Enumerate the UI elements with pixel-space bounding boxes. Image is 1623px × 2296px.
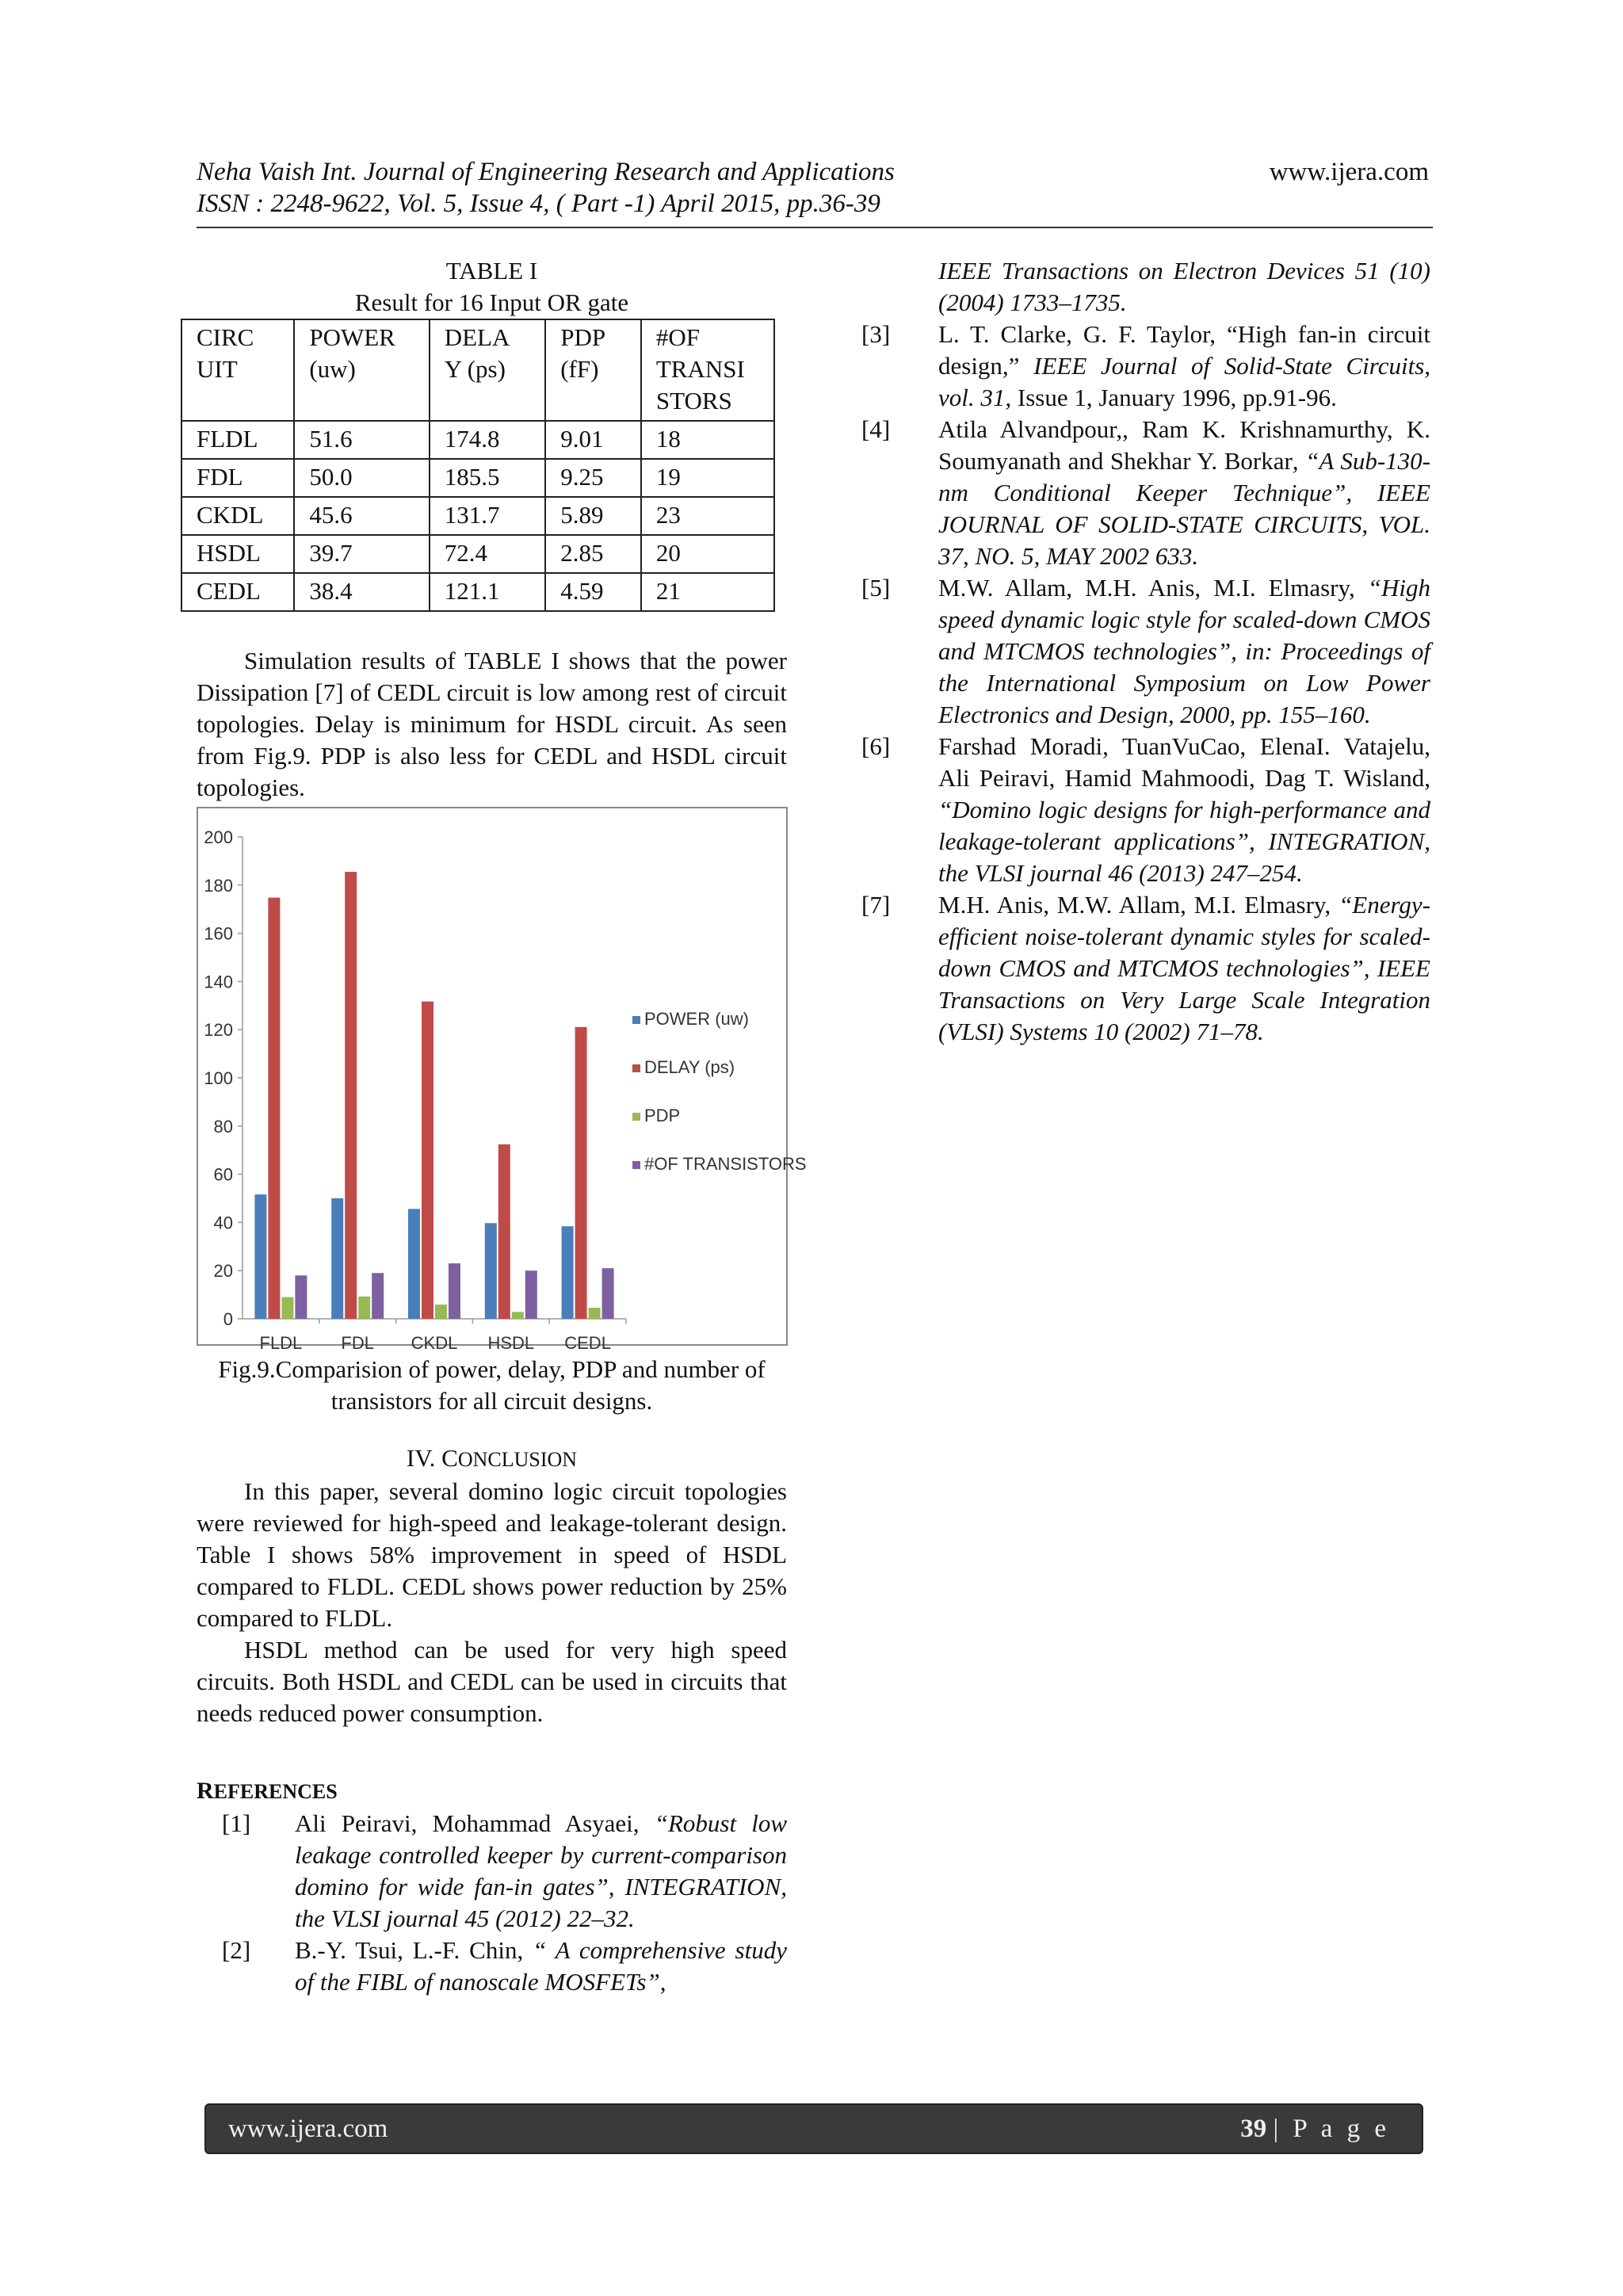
table-caption: Result for 16 Input OR gate xyxy=(354,288,629,316)
reference-item xyxy=(861,319,1430,414)
bar-pdp-fldl xyxy=(281,1297,293,1319)
bar-power-uw--fldl xyxy=(254,1194,266,1319)
table-cell: FDL xyxy=(181,459,294,497)
reference-title: “Energy-efficient noise-tolerant dynamic styles for scaled-down CMOS and MTCMOS technologies”, IEEE Transactions on Very Large Scale Integration (VLSI) Systems 10 (2002) 71–78. xyxy=(938,891,1430,1045)
reference-title: “Robust low leakage controlled keeper by current-comparison domino for wide fan-in gates”, INTEGRATION, the VLSI journal 45 (2012) 22–32. xyxy=(295,1809,787,1932)
legend-label: #OF TRANSISTORS xyxy=(644,1154,807,1174)
conclusion-rest: ONCLUSION xyxy=(457,1448,578,1471)
y-tick-label: 20 xyxy=(213,1261,233,1282)
table-cell: 18 xyxy=(641,421,774,459)
bar-delay-ps--fdl xyxy=(345,872,357,1319)
references-heading xyxy=(197,1775,787,1808)
legend-swatch xyxy=(632,1161,640,1169)
bar-delay-ps--ckdl xyxy=(422,1002,433,1319)
y-tick-label: 40 xyxy=(213,1213,233,1233)
reference-authors: B.-Y. Tsui, L.-F. Chin, xyxy=(295,1936,533,1964)
header-url[interactable]: www.ijera.com xyxy=(1269,158,1429,186)
table-label: TABLE I xyxy=(445,257,538,285)
table-cell: CEDL xyxy=(181,573,294,611)
reference-title: IEEE Journal of Solid-State Circuits, vol. 31, xyxy=(938,352,1431,411)
table-cell: HSDL xyxy=(181,535,294,573)
reference-number: [5] xyxy=(861,574,891,602)
y-tick-label: 200 xyxy=(204,827,233,847)
bar-pdp-hsdl xyxy=(512,1312,524,1319)
bar-power-uw--fdl xyxy=(331,1198,343,1319)
table-cell: 51.6 xyxy=(294,421,429,459)
footer-url[interactable]: www.ijera.com xyxy=(228,2115,388,2143)
table-cell: 131.7 xyxy=(430,497,546,535)
conclusion-heading xyxy=(197,1442,787,1476)
table-cell: 2.85 xyxy=(545,535,641,573)
reference-authors: M.H. Anis, M.W. Allam, M.I. Elmasry, xyxy=(938,891,1339,919)
table-header-cell: CIRC UIT xyxy=(181,319,294,421)
reference-number: [2] xyxy=(222,1936,251,1964)
page-number: 39 xyxy=(1240,2115,1267,2143)
x-tick-label: CKDL xyxy=(411,1333,458,1353)
table-header-cell: PDP (fF) xyxy=(545,319,641,421)
references-right xyxy=(861,319,1430,1048)
reference-tail: Issue 1, January 1996, pp.91-96. xyxy=(1011,384,1337,411)
reference-number: [7] xyxy=(861,891,891,919)
bar-chart xyxy=(198,808,807,1353)
table-cell: 23 xyxy=(641,497,774,535)
reference-item xyxy=(861,572,1430,731)
left-column xyxy=(197,255,807,1998)
right-column xyxy=(861,255,1430,1048)
continuation-text: IEEE Transactions on Electron Devices 51 (10) (2004) 1733–1735. xyxy=(938,257,1430,316)
bar--of-transistors-ckdl xyxy=(449,1263,460,1319)
y-tick-label: 0 xyxy=(223,1309,233,1329)
legend-swatch xyxy=(632,1016,640,1024)
table-header-cell: POWER (uw) xyxy=(294,319,429,421)
table-cell: 5.89 xyxy=(545,497,641,535)
bar-pdp-ckdl xyxy=(435,1305,447,1319)
table-cell: 39.7 xyxy=(294,535,429,573)
table-cell: 121.1 xyxy=(430,573,546,611)
y-tick-label: 80 xyxy=(213,1116,233,1137)
table-row xyxy=(181,535,774,573)
header-divider xyxy=(197,227,1433,228)
figure-9-chart xyxy=(197,807,807,1353)
x-tick-label: FLDL xyxy=(259,1333,303,1353)
conclusion-paragraph-2: HSDL method can be used for very high speed circuits. Both HSDL and CEDL can be used in circuits that needs reduced power consumption. xyxy=(197,1636,787,1727)
bar-pdp-fdl xyxy=(358,1297,370,1319)
bar-delay-ps--hsdl xyxy=(498,1144,510,1319)
table-row xyxy=(181,573,774,611)
table-cell: 21 xyxy=(641,573,774,611)
results-paragraph: Simulation results of TABLE I shows that the power Dissipation [7] of CEDL circuit is low among rest of circuit topologies. Delay is minimum for HSDL circuit. As seen from Fig.9. PDP is also less for CEDL and HSDL circuit topologies. xyxy=(197,647,787,801)
references-left xyxy=(197,1808,787,1998)
reference-title: “High speed dynamic logic style for scaled-down CMOS and MTCMOS technologies”, in: Proceedings of the International Symposium on Low Power Electronics and Design, 2000, pp. 155–160. xyxy=(938,574,1430,728)
bar-delay-ps--cedl xyxy=(575,1027,587,1319)
references-first-letter: R xyxy=(197,1778,214,1804)
reference-number: [4] xyxy=(861,415,891,443)
conclusion-first-letter: C xyxy=(441,1444,458,1472)
table-cell: 72.4 xyxy=(430,535,546,573)
table-cell: 174.8 xyxy=(430,421,546,459)
bar-delay-ps--fldl xyxy=(268,898,280,1319)
legend-label: DELAY (ps) xyxy=(644,1057,735,1077)
conclusion-paragraph-1: In this paper, several domino logic circuit topologies were reviewed for high-speed and leakage-tolerant design. Table I shows 58% improvement in speed of HSDL compared to FLDL. CEDL shows power reduction by 25% compared to FLDL. xyxy=(197,1477,787,1632)
x-tick-label: HSDL xyxy=(487,1333,535,1353)
table-row xyxy=(181,421,774,459)
table-header-cell: #OF TRANSI STORS xyxy=(641,319,774,421)
bar--of-transistors-hsdl xyxy=(525,1270,537,1319)
table-cell: 38.4 xyxy=(294,573,429,611)
footer-page xyxy=(1240,2113,1390,2145)
figure-caption: Fig.9.Comparision of power, delay, PDP and number of transistors for all circuit designs. xyxy=(218,1355,766,1415)
table-cell: FLDL xyxy=(181,421,294,459)
bar--of-transistors-fldl xyxy=(295,1275,307,1319)
table-cell: 50.0 xyxy=(294,459,429,497)
bar-power-uw--cedl xyxy=(562,1226,574,1319)
bar-pdp-cedl xyxy=(589,1308,601,1319)
reference-title: , “A Sub-130-nm Conditional Keeper Technique”, IEEE JOURNAL OF SOLID-STATE CIRCUITS, VOL. 37, NO. 5, MAY 2002 633. xyxy=(938,447,1431,570)
y-tick-label: 140 xyxy=(204,972,233,992)
table-header-row xyxy=(181,319,774,421)
reference-item xyxy=(861,731,1430,889)
y-tick-label: 60 xyxy=(213,1164,233,1185)
table-cell: 19 xyxy=(641,459,774,497)
conclusion-number: IV. xyxy=(406,1444,436,1472)
reference-continuation xyxy=(861,255,1430,319)
legend-swatch xyxy=(632,1064,640,1072)
reference-authors: Farshad Moradi, TuanVuCao, ElenaI. Vatajelu, Ali Peiravi, Hamid Mahmoodi, Dag T. Wisland, xyxy=(938,732,1430,792)
table-row xyxy=(181,497,774,535)
table-cell: CKDL xyxy=(181,497,294,535)
table-cell: 9.25 xyxy=(545,459,641,497)
reference-item xyxy=(197,1808,787,1935)
bar-power-uw--ckdl xyxy=(408,1209,420,1319)
reference-authors: M.W. Allam, M.H. Anis, M.I. Elmasry, xyxy=(938,574,1368,602)
table-cell: 45.6 xyxy=(294,497,429,535)
journal-header: Neha Vaish Int. Journal of Engineering Research and Applications xyxy=(197,158,895,186)
reference-authors: Atila Alvandpour,, Ram K. Krishnamurthy, K. Soumyanath and Shekhar Y. Borkar xyxy=(938,415,1430,475)
issn-line: ISSN : 2248-9622, Vol. 5, Issue 4, ( Part -1) April 2015, pp.36-39 xyxy=(197,189,880,218)
bar--of-transistors-fdl xyxy=(372,1273,384,1319)
y-tick-label: 180 xyxy=(204,875,233,896)
y-tick-label: 160 xyxy=(204,923,233,944)
results-table xyxy=(181,319,775,612)
x-tick-label: CEDL xyxy=(564,1333,611,1353)
table-header-cell: DELA Y (ps) xyxy=(430,319,546,421)
reference-number: [3] xyxy=(861,320,891,348)
reference-item xyxy=(861,889,1430,1048)
y-tick-label: 100 xyxy=(204,1068,233,1088)
reference-number: [6] xyxy=(861,732,891,760)
bar-power-uw--hsdl xyxy=(485,1223,497,1319)
bar--of-transistors-cedl xyxy=(602,1268,614,1319)
table-cell: 20 xyxy=(641,535,774,573)
legend-label: POWER (uw) xyxy=(644,1009,749,1029)
reference-title: “ A comprehensive study of the FIBL of nanoscale MOSFETs”, xyxy=(295,1936,787,1996)
table-row xyxy=(181,459,774,497)
reference-number: [1] xyxy=(222,1809,251,1837)
reference-authors: L. T. Clarke, G. F. Taylor, “High fan-in circuit design,” xyxy=(938,320,1430,380)
reference-item xyxy=(197,1935,787,1998)
reference-item xyxy=(861,414,1430,572)
reference-authors: Ali Peiravi, Mohammad Asyaei, xyxy=(295,1809,655,1837)
page-label: | P a g e xyxy=(1273,2115,1390,2143)
page-footer xyxy=(204,2103,1423,2154)
y-tick-label: 120 xyxy=(204,1020,233,1041)
x-tick-label: FDL xyxy=(341,1333,374,1353)
table-cell: 185.5 xyxy=(430,459,546,497)
references-rest: EFERENCES xyxy=(213,1780,338,1803)
table-cell: 9.01 xyxy=(545,421,641,459)
table-cell: 4.59 xyxy=(545,573,641,611)
reference-title: “Domino logic designs for high-performance and leakage-tolerant applications”, INTEGRATION, the VLSI journal 46 (2013) 247–254. xyxy=(938,796,1430,887)
legend-label: PDP xyxy=(644,1106,681,1125)
legend-swatch xyxy=(632,1113,640,1121)
